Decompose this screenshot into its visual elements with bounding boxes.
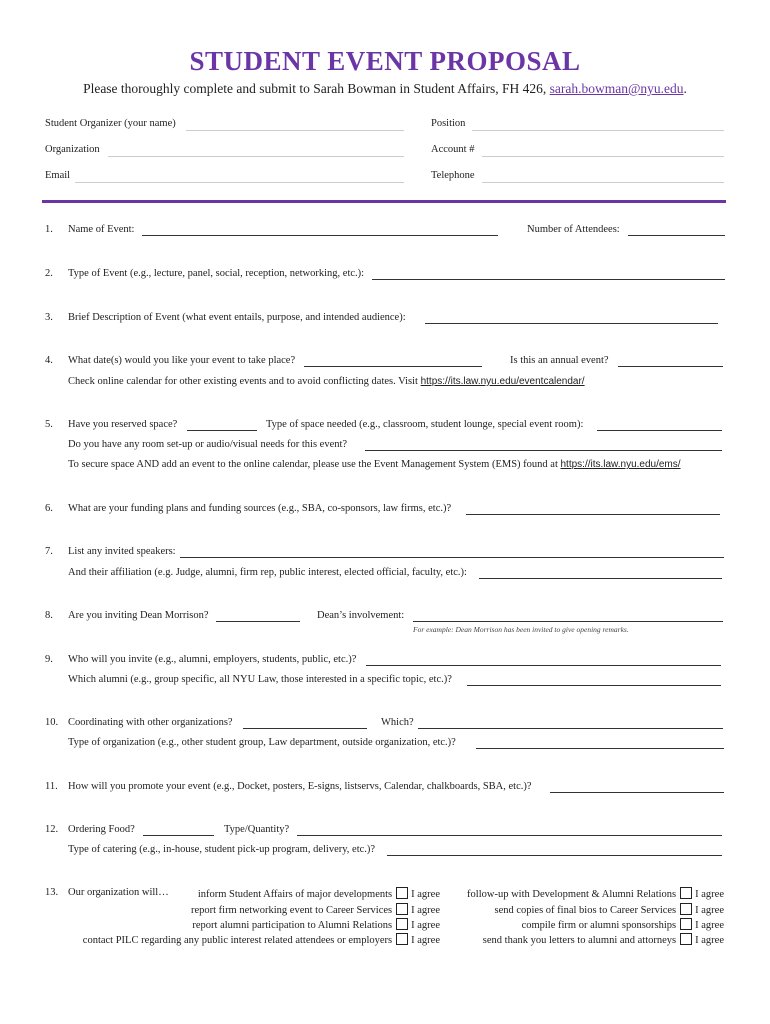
account-field[interactable] <box>482 156 724 157</box>
q2-number: 2. <box>45 268 53 279</box>
alumni-field[interactable] <box>467 685 721 686</box>
q9-number: 9. <box>45 654 53 665</box>
quantity-field[interactable] <box>297 835 722 836</box>
q5-av-label: Do you have any room set-up or audio/visual needs for this event? <box>68 439 348 450</box>
q8-involvement-label: Dean’s involvement: <box>317 610 405 621</box>
q5-note-text: To secure space AND add an event to the online calendar, please use the Event Management System (EMS) found at <box>68 459 561 470</box>
q7-label: List any invited speakers: <box>68 546 176 557</box>
q8-label: Are you inviting Dean Morrison? <box>68 610 209 621</box>
q6-number: 6. <box>45 503 53 514</box>
dean-invite-field[interactable] <box>216 621 300 622</box>
subtitle-end: . <box>683 81 687 96</box>
position-label: Position <box>431 118 466 129</box>
agree-row <box>83 933 440 946</box>
attendees-field[interactable] <box>628 235 725 236</box>
q4-number: 4. <box>45 355 53 366</box>
catering-field[interactable] <box>387 855 722 856</box>
q10-label: Coordinating with other organizations? <box>68 717 233 728</box>
q4-annual-label: Is this an annual event? <box>510 355 609 366</box>
agree-label: I agree <box>695 905 724 916</box>
q5-number: 5. <box>45 419 53 430</box>
coordinating-field[interactable] <box>243 728 367 729</box>
agree-checkbox[interactable] <box>396 903 408 915</box>
agree-row <box>198 887 440 900</box>
q5-label: Have you reserved space? <box>68 419 178 430</box>
email-link[interactable]: sarah.bowman@nyu.edu <box>549 81 684 96</box>
agreement-text: report alumni participation to Alumni Relations <box>192 920 393 931</box>
organization-label: Organization <box>45 144 100 155</box>
agree-checkbox[interactable] <box>680 903 692 915</box>
email-label: Email <box>45 170 71 181</box>
q8-number: 8. <box>45 610 53 621</box>
q10-orgtype-label: Type of organization (e.g., other student group, Law department, outside organization, etc.)? <box>68 737 456 748</box>
agreement-text: send thank you letters to alumni and attorneys <box>482 935 677 946</box>
organizer-label: Student Organizer (your name) <box>45 118 176 129</box>
subtitle-text: Please thoroughly complete and submit to Sarah Bowman in Student Affairs, FH 426, <box>83 81 550 96</box>
q4-label: What date(s) would you like your event to take place? <box>68 355 296 366</box>
q13-label: Our organization will… <box>68 887 169 898</box>
q1-label: Name of Event: <box>68 224 135 235</box>
organizer-field[interactable] <box>186 130 404 131</box>
q5-note <box>68 459 681 470</box>
event-name-field[interactable] <box>142 235 498 236</box>
q1-number: 1. <box>45 224 53 235</box>
dean-example-text: For example: Dean Morrison has been invited to give opening remarks. <box>413 625 629 634</box>
form-subtitle <box>0 81 770 97</box>
which-org-field[interactable] <box>418 728 723 729</box>
q3-label: Brief Description of Event (what event entails, purpose, and intended audience): <box>68 312 406 323</box>
ems-link[interactable]: https://its.law.nyu.edu/ems/ <box>560 459 681 470</box>
agree-label: I agree <box>411 935 440 946</box>
q7-affiliation-label: And their affiliation (e.g. Judge, alumni, firm rep, public interest, elected official, faculty, etc.): <box>68 567 467 578</box>
agreement-text: contact PILC regarding any public interest related attendees or employers <box>82 935 393 946</box>
q4-note <box>68 376 585 387</box>
agree-label: I agree <box>695 935 724 946</box>
account-label: Account # <box>431 144 475 155</box>
event-type-field[interactable] <box>372 279 725 280</box>
funding-field[interactable] <box>466 514 720 515</box>
promotion-field[interactable] <box>550 792 724 793</box>
agree-checkbox[interactable] <box>680 887 692 899</box>
agreement-text: follow-up with Development & Alumni Relations <box>467 889 677 900</box>
q9-label: Who will you invite (e.g., alumni, employers, students, public, etc.)? <box>68 654 357 665</box>
section-divider <box>42 200 726 203</box>
dean-involvement-field[interactable] <box>413 621 723 622</box>
form-title: STUDENT EVENT PROPOSAL <box>189 46 581 76</box>
agree-row <box>483 933 724 946</box>
agree-label: I agree <box>411 920 440 931</box>
speakers-field[interactable] <box>180 557 724 558</box>
agreement-text: compile firm or alumni sponsorships <box>521 920 677 931</box>
invitees-field[interactable] <box>366 665 721 666</box>
q6-label: What are your funding plans and funding sources (e.g., SBA, co-sponsors, law firms, etc.)? <box>68 503 452 514</box>
agree-checkbox[interactable] <box>396 918 408 930</box>
q10-which-label: Which? <box>381 717 414 728</box>
agreement-text: send copies of final bios to Career Services <box>494 905 677 916</box>
space-type-field[interactable] <box>597 430 722 431</box>
position-field[interactable] <box>472 130 724 131</box>
q12-number: 12. <box>45 824 59 835</box>
agree-row <box>522 918 724 931</box>
organization-field[interactable] <box>108 156 404 157</box>
q11-label: How will you promote your event (e.g., Docket, posters, E-signs, listservs, Calendar, chalkboards, SBA, etc.)? <box>68 781 532 792</box>
agree-row <box>467 887 724 900</box>
reserved-space-field[interactable] <box>187 430 257 431</box>
q4-note-text: Check online calendar for other existing events and to avoid conflicting dates. Visit <box>68 376 421 387</box>
q3-number: 3. <box>45 312 53 323</box>
event-date-field[interactable] <box>304 366 482 367</box>
affiliation-field[interactable] <box>479 578 722 579</box>
agree-checkbox[interactable] <box>396 933 408 945</box>
agree-label: I agree <box>411 889 440 900</box>
q7-number: 7. <box>45 546 53 557</box>
q11-number: 11. <box>45 781 58 792</box>
agree-row <box>191 903 440 916</box>
q10-number: 10. <box>45 717 59 728</box>
agree-row <box>192 918 440 931</box>
agree-label: I agree <box>695 889 724 900</box>
av-needs-field[interactable] <box>365 450 722 451</box>
agree-label: I agree <box>411 905 440 916</box>
telephone-field[interactable] <box>482 182 724 183</box>
agree-checkbox[interactable] <box>680 918 692 930</box>
q12-label: Ordering Food? <box>68 824 135 835</box>
agree-checkbox[interactable] <box>396 887 408 899</box>
q12-quantity-label: Type/Quantity? <box>224 824 290 835</box>
q2-label: Type of Event (e.g., lecture, panel, social, reception, networking, etc.): <box>68 268 365 279</box>
description-field[interactable] <box>425 323 718 324</box>
agreement-text: inform Student Affairs of major developments <box>197 889 393 900</box>
agree-row <box>494 903 724 916</box>
q13-number: 13. <box>45 887 59 898</box>
q9-alumni-label: Which alumni (e.g., group specific, all NYU Law, those interested in a specific topic, etc.)? <box>68 674 452 685</box>
q1-attendees-label: Number of Attendees: <box>527 224 620 235</box>
annual-field[interactable] <box>618 366 723 367</box>
agree-label: I agree <box>695 920 724 931</box>
q5-space-type-label: Type of space needed (e.g., classroom, student lounge, special event room): <box>266 419 584 430</box>
org-type-field[interactable] <box>476 748 724 749</box>
calendar-link[interactable]: https://its.law.nyu.edu/eventcalendar/ <box>420 376 585 387</box>
telephone-label: Telephone <box>431 170 475 181</box>
email-field[interactable] <box>75 182 404 183</box>
agreement-text: report firm networking event to Career Services <box>190 905 393 916</box>
agree-checkbox[interactable] <box>680 933 692 945</box>
food-field[interactable] <box>143 835 214 836</box>
q12-catering-label: Type of catering (e.g., in-house, student pick-up program, delivery, etc.)? <box>68 844 376 855</box>
